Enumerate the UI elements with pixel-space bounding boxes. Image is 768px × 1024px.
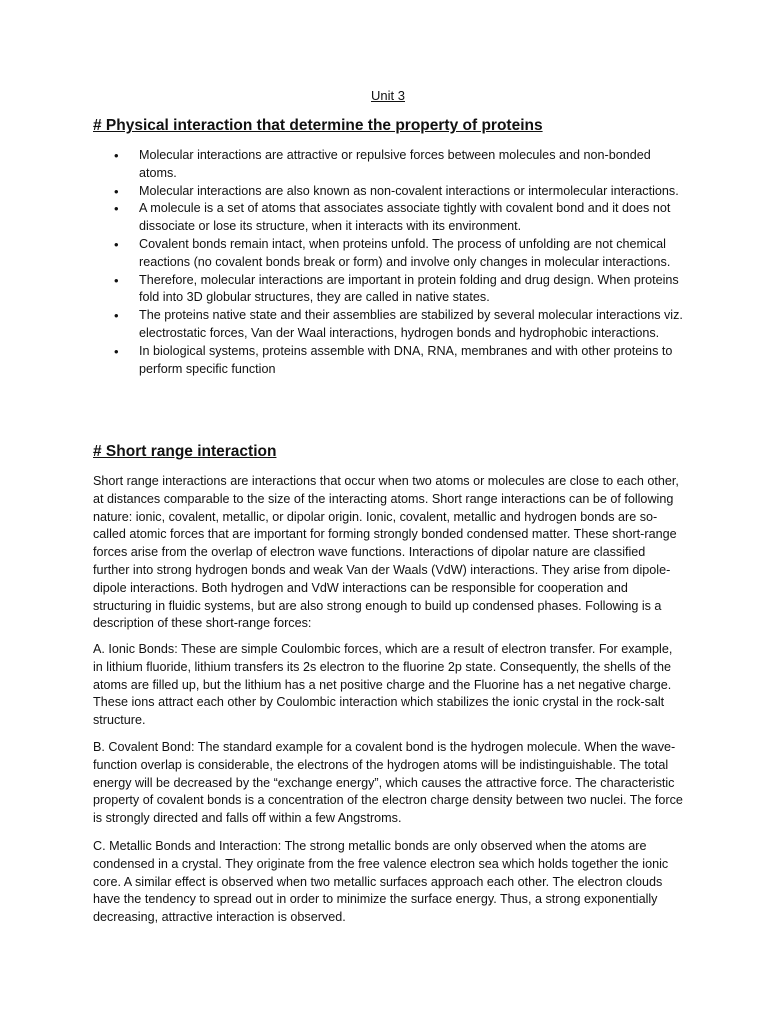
bullet-list	[93, 147, 683, 378]
list-item: • Molecular interactions are attractive or repulsive forces between molecules and non-bonded atoms.	[93, 147, 683, 183]
paragraph-metallic-bonds: C. Metallic Bonds and Interaction: The strong metallic bonds are only observed when the atoms are condensed in a crystal. They originate from the free valence electron sea which holds together the ionic core. A similar effect is observed when two metallic surfaces approach each other. The electron clouds have the tendency to spread out in order to minimize the surface energy. Thus, a strong exponentially decreasing, attractive interaction is observed.	[93, 839, 669, 925]
unit-label: Unit 3	[371, 88, 405, 103]
list-item: • The proteins native state and their assemblies are stabilized by several molecular interactions viz. electrostatic forces, Van der Waal interactions, hydrogen bonds and hydrophobic interactions.	[93, 307, 683, 343]
list-item: • A molecule is a set of atoms that associates associate tightly with covalent bond and it does not dissociate or lose its structure, when it interacts with its environment.	[93, 200, 683, 236]
list-item: • Molecular interactions are also known as non-covalent interactions or intermolecular interactions.	[93, 183, 683, 201]
paragraph-ionic-bonds: A. Ionic Bonds: These are simple Coulombic forces, which are a result of electron transfer. For example, in lithium fluoride, lithium transfers its 2s electron to the fluorine 2p state. Consequently, the shells of the atoms are filled up, but the lithium has a net positive charge and the Fluorine has a net negative charge. These ions attract each other by Coulombic interaction which stabilizes the ionic crystal in the rock-salt structure.	[93, 642, 673, 728]
paragraph-intro: Short range interactions are interactions that occur when two atoms or molecules are close to each other, at distances comparable to the size of the interacting atoms. Short range interactions can be of following nature: ionic, covalent, metallic, or dipolar origin. Ionic, covalent, metallic and hydrogen bonds are so-called atomic forces that are important for forming strongly bonded condensed matter. These short-range forces arise from the overlap of electron wave functions. Interactions of dipolar nature are classified further into strong hydrogen bonds and weak Van der Waals (VdW) interactions. They arise from dipole-dipole interactions. Both hydrogen and VdW interactions can be responsible for cooperation and structuring in fluidic systems, but are also strong enough to build up condensed phases. Following is a description of these short-range forces:	[93, 474, 679, 631]
list-item: • Covalent bonds remain intact, when proteins unfold. The process of unfolding are not chemical reactions (no covalent bonds break or form) and involve only changes in molecular interactions.	[93, 236, 683, 272]
section-heading-short-range: # Short range interaction	[93, 443, 277, 460]
paragraph-covalent-bond: B. Covalent Bond: The standard example for a covalent bond is the hydrogen molecule. When the wave-function overlap is considerable, the electrons of the hydrogen atoms will be indistinguishable. The total energy will be decreased by the “exchange energy”, which causes the attractive force. The characteristic property of covalent bonds is a concentration of the electron charge density between two nuclei. The force is strongly directed and falls off within a few Angstroms.	[93, 740, 683, 826]
section-heading-physical-interaction: # Physical interaction that determine the property of proteins	[93, 117, 543, 134]
list-item: • In biological systems, proteins assemble with DNA, RNA, membranes and with other proteins to perform specific function	[93, 343, 683, 379]
list-item: • Therefore, molecular interactions are important in protein folding and drug design. When proteins fold into 3D globular structures, they are called in native states.	[93, 272, 683, 308]
document-page	[93, 0, 683, 1024]
